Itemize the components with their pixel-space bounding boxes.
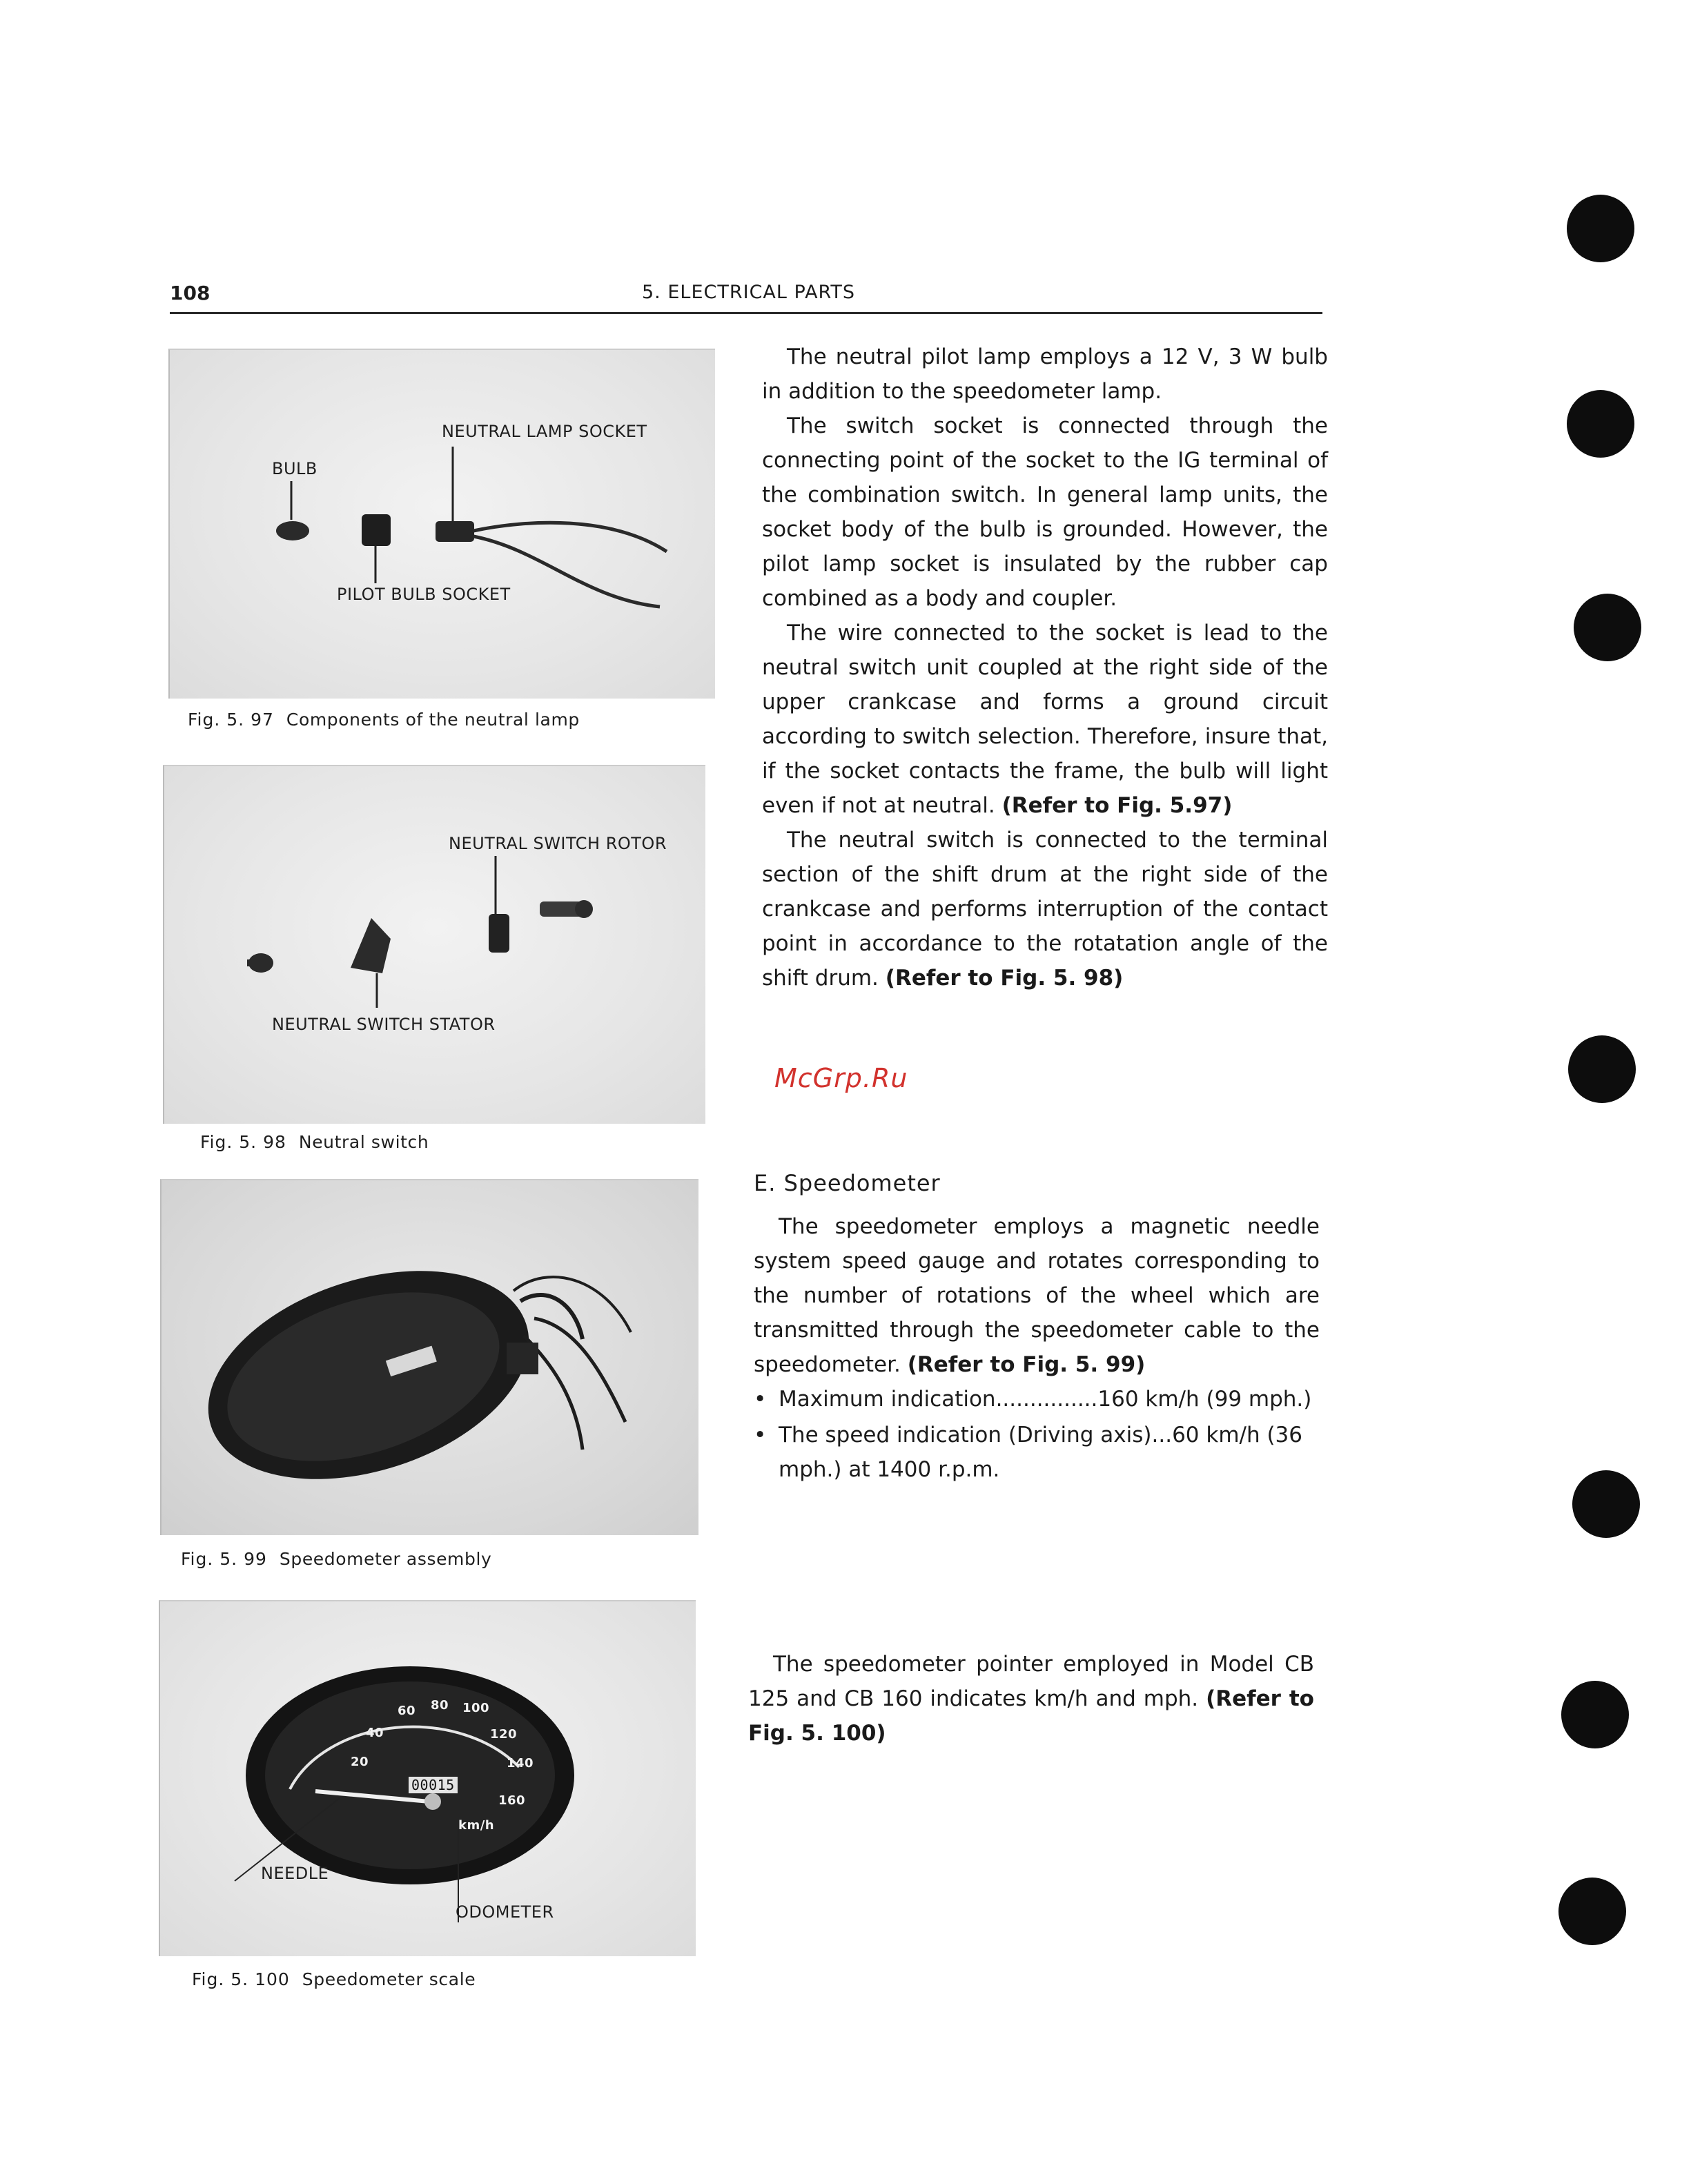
- label-pilot-bulb-socket: PILOT BULB SOCKET: [337, 585, 511, 604]
- paragraph-2: The switch socket is connected through the connecting point of the socket to the IG terminal of the combination switch. In general lamp units, the socket body of the bulb is grounded. However, the pilot lamp socket is insulated by the rubber cap combined as a body and coupler.: [762, 413, 1328, 611]
- figure-number: Fig. 5. 98: [200, 1132, 286, 1152]
- dial-tick-100: 100: [462, 1701, 490, 1715]
- figure-caption: [188, 710, 580, 730]
- paragraph-4: [762, 823, 1328, 995]
- body-text-speedometer: [754, 1209, 1320, 1382]
- bullet-text: The speed indication (Driving axis)...60 km/h (36 mph.) at 1400 r.p.m.: [779, 1423, 1303, 1482]
- binder-hole: [1561, 1681, 1629, 1748]
- neutral-switch-illustration: [164, 766, 705, 1124]
- binder-hole: [1567, 390, 1634, 458]
- bullet-item-maximum-indication: [754, 1382, 1345, 1416]
- figure-caption-text: Speedometer assembly: [279, 1549, 492, 1569]
- figure-reference: (Refer to Fig. 5. 98): [885, 966, 1124, 991]
- dial-tick-20: 20: [351, 1755, 369, 1769]
- label-bulb: BULB: [272, 459, 317, 478]
- binder-hole: [1568, 1035, 1636, 1103]
- binder-hole: [1567, 195, 1634, 262]
- figure-caption-text: Neutral switch: [298, 1132, 429, 1152]
- paragraph-6: [748, 1647, 1314, 1751]
- paragraph-3-text: The wire connected to the socket is lead to the neutral switch unit coupled at the right side of the upper crankcase and forms a ground circuit according to switch selection. Therefore, insure that, if the socket contacts the frame, the bulb will light even if not at neutral.: [762, 621, 1328, 818]
- figure-number: Fig. 5. 100: [192, 1969, 290, 1989]
- figure-reference: (Refer to Fig. 5. 100): [748, 1686, 1314, 1746]
- paragraph-3: [762, 616, 1328, 823]
- paragraph-1: The neutral pilot lamp employs a 12 V, 3 W bulb in addition to the speedometer lamp.: [762, 344, 1328, 404]
- figure-neutral-lamp-photo: [168, 349, 715, 699]
- paragraph-4-text: The neutral switch is connected to the terminal section of the shift drum at the right side of the crankcase and performs interruption of the contact point in accordance to the rotatation angle of the shift drum.: [762, 828, 1328, 991]
- dial-tick-120: 120: [490, 1727, 518, 1742]
- bullet-mark: •: [754, 1423, 767, 1447]
- label-neutral-switch-stator: NEUTRAL SWITCH STATOR: [272, 1015, 496, 1034]
- figure-number: Fig. 5. 97: [188, 710, 274, 730]
- figure-caption: [181, 1549, 491, 1569]
- dial-unit: km/h: [458, 1818, 495, 1833]
- binder-hole: [1558, 1878, 1626, 1945]
- bullet-item-speed-indication: [754, 1418, 1345, 1487]
- dial-tick-80: 80: [431, 1698, 449, 1713]
- page-number: 108: [170, 282, 211, 304]
- bullet-mark: •: [754, 1387, 767, 1412]
- binder-hole: [1572, 1470, 1640, 1538]
- figure-speedometer-scale-photo: [159, 1600, 696, 1956]
- label-neutral-switch-rotor: NEUTRAL SWITCH ROTOR: [449, 834, 667, 853]
- chapter-title: 5. ELECTRICAL PARTS: [642, 282, 855, 303]
- figure-reference: (Refer to Fig. 5.97): [1001, 793, 1233, 818]
- dial-tick-160: 160: [498, 1793, 526, 1808]
- figure-caption: [192, 1969, 476, 1989]
- neutral-lamp-illustration: [170, 350, 715, 699]
- figure-number: Fig. 5. 99: [181, 1549, 267, 1569]
- bullet-text: Maximum indication...............160 km/h (99 mph.): [779, 1387, 1312, 1412]
- watermark: McGrp.Ru: [774, 1063, 908, 1093]
- figure-caption-text: Speedometer scale: [302, 1969, 476, 1989]
- paragraph-5-text: The speedometer employs a magnetic needle system speed gauge and rotates corresponding to the number of rotations of the wheel which are transmitted through the speedometer cable to the speedometer.: [754, 1214, 1320, 1377]
- paragraph-5: [754, 1209, 1320, 1382]
- section-heading: E. Speedometer: [754, 1170, 941, 1196]
- paragraph-6-text: The speedometer pointer employed in Model CB 125 and CB 160 indicates km/h and mph.: [748, 1652, 1314, 1711]
- odometer-readout: 00015: [409, 1777, 458, 1793]
- dial-tick-40: 40: [366, 1726, 384, 1740]
- label-neutral-lamp-socket: NEUTRAL LAMP SOCKET: [442, 422, 647, 441]
- figure-speedometer-assembly-photo: [160, 1179, 698, 1535]
- label-needle: NEEDLE: [261, 1864, 329, 1883]
- speedometer-assembly-illustration: [162, 1180, 698, 1535]
- figure-caption: [200, 1132, 429, 1152]
- dial-tick-60: 60: [398, 1704, 416, 1718]
- figure-caption-text: Components of the neutral lamp: [286, 710, 580, 730]
- header-rule: [170, 312, 1322, 314]
- label-odometer: ODOMETER: [456, 1902, 554, 1922]
- body-text-neutral-lamp: [762, 340, 1328, 995]
- figure-reference: (Refer to Fig. 5. 99): [907, 1352, 1146, 1377]
- binder-hole: [1574, 594, 1641, 661]
- dial-tick-140: 140: [507, 1756, 534, 1771]
- body-text-pointer: [748, 1647, 1314, 1751]
- figure-neutral-switch-photo: [163, 765, 705, 1124]
